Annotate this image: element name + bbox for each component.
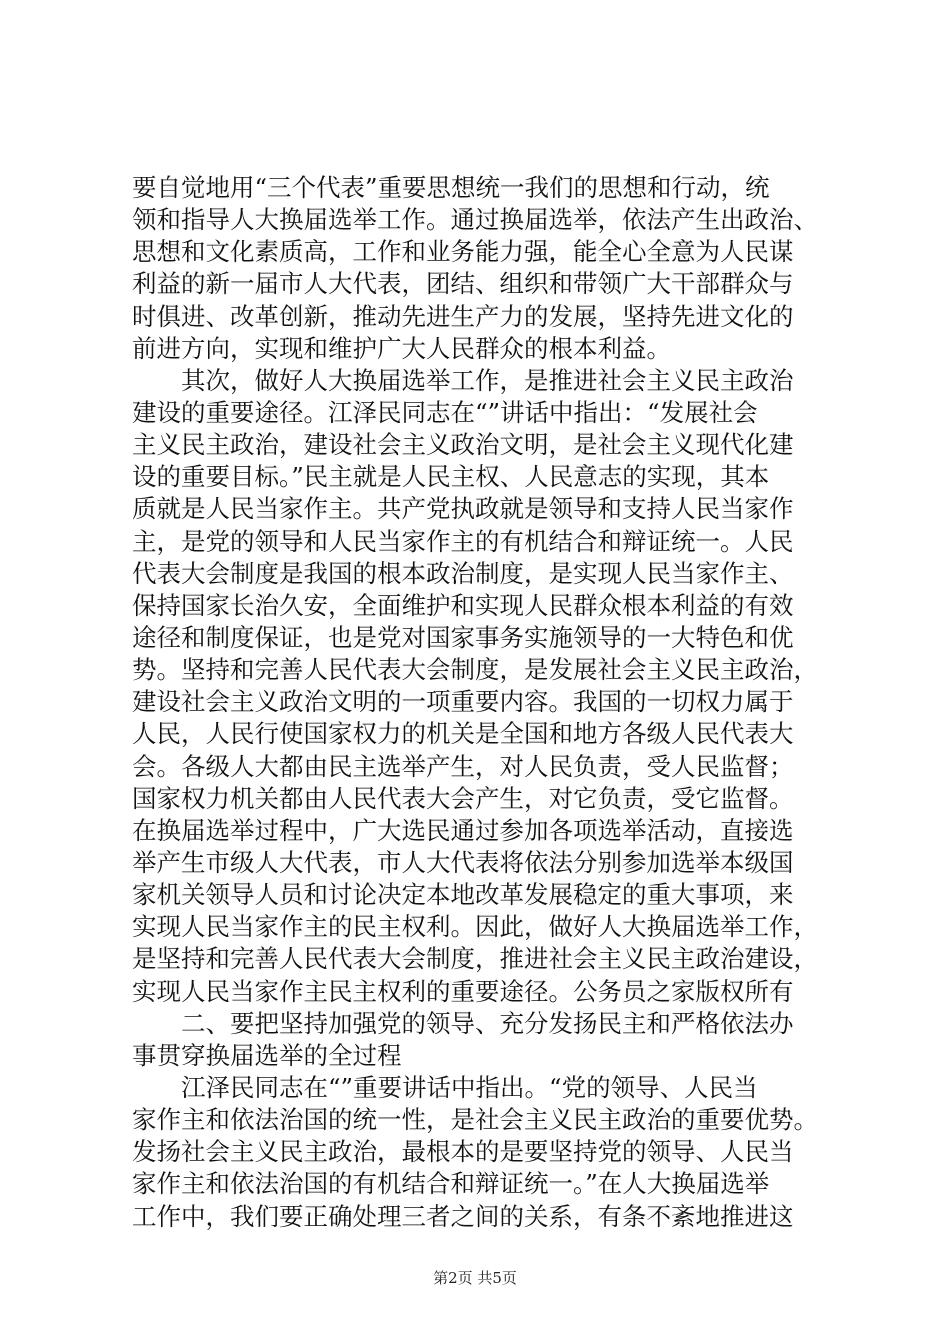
text-line: 实现人民当家作主的民主权利。因此，做好人大换届选举工作， [132,912,818,942]
text-line: 利益的新一届市人大代表，团结、组织和带领广大干部群众与 [132,269,794,299]
text-line: 建设的重要途径。江泽民同志在“”讲话中指出：“发展社会 [132,397,758,427]
text-line: 江泽民同志在“”重要讲话中指出。“党的领导、人民当 [132,1072,758,1102]
text-line: 会。各级人大都由民主选举产生，对人民负责，受人民监督； [132,751,794,781]
text-line: 保持国家长治久安，全面维护和实现人民群众根本利益的有效 [132,590,794,620]
text-line: 工作中，我们要正确处理三者之间的关系，有条不紊地推进这 [132,1201,794,1231]
text-line: 国家权力机关都由人民代表大会产生，对它负责，受它监督。 [132,783,794,813]
text-line: 举产生市级人大代表，市人大代表将依法分别参加选举本级国 [132,847,794,877]
document-body [132,172,832,1233]
text-line: 主，是党的领导和人民当家作主的有机结合和辩证统一。人民 [132,526,794,556]
text-line: 质就是人民当家作主。共产党执政就是领导和支持人民当家作 [132,494,794,524]
text-line: 二、要把坚持加强党的领导、充分发扬民主和严格依法办 [132,1008,794,1038]
text-line: 代表大会制度是我国的根本政治制度，是实现人民当家作主、 [132,558,794,588]
text-line: 建设社会主义政治文明的一项重要内容。我国的一切权力属于 [132,687,794,717]
text-line: 时俱进、改革创新，推动先进生产力的发展，坚持先进文化的 [132,301,794,331]
text-line: 领和指导人大换届选举工作。通过换届选举，依法产生出政治、 [132,205,818,235]
text-line: 实现人民当家作主民主权利的重要途径。公务员之家版权所有 [132,976,794,1006]
text-line: 家作主和依法治国的统一性，是社会主义民主政治的重要优势。 [132,1105,818,1135]
text-line: 其次，做好人大换届选举工作，是推进社会主义民主政治 [132,365,794,395]
text-line: 思想和文化素质高，工作和业务能力强，能全心全意为人民谋 [132,237,794,267]
text-line: 主义民主政治，建设社会主义政治文明，是社会主义现代化建 [132,430,794,460]
text-line: 设的重要目标。”民主就是人民主权、人民意志的实现，其本 [132,462,770,492]
text-line: 要自觉地用“三个代表”重要思想统一我们的思想和行动，统 [132,173,770,202]
text-line: 人民，人民行使国家权力的机关是全国和地方各级人民代表大 [132,719,794,749]
text-line: 前进方向，实现和维护广大人民群众的根本利益。 [132,333,671,363]
text-line: 家机关领导人员和讨论决定本地改革发展稳定的重大事项，来 [132,880,794,910]
text-line: 发扬社会主义民主政治，最根本的是要坚持党的领导、人民当 [132,1137,794,1167]
text-line: 途径和制度保证，也是党对国家事务实施领导的一大特色和优 [132,622,794,652]
text-line: 家作主和依法治国的有机结合和辩证统一。”在人大换届选举 [132,1169,770,1199]
text-line: 事贯穿换届选举的全过程 [132,1040,402,1070]
text-line: 在换届选举过程中，广大选民通过参加各项选举活动，直接选 [132,815,794,845]
text-line: 势。坚持和完善人民代表大会制度，是发展社会主义民主政治， [132,655,818,685]
text-line: 是坚持和完善人民代表大会制度，推进社会主义民主政治建设， [132,944,818,974]
page-footer: 第2页 共5页 [433,1269,517,1287]
